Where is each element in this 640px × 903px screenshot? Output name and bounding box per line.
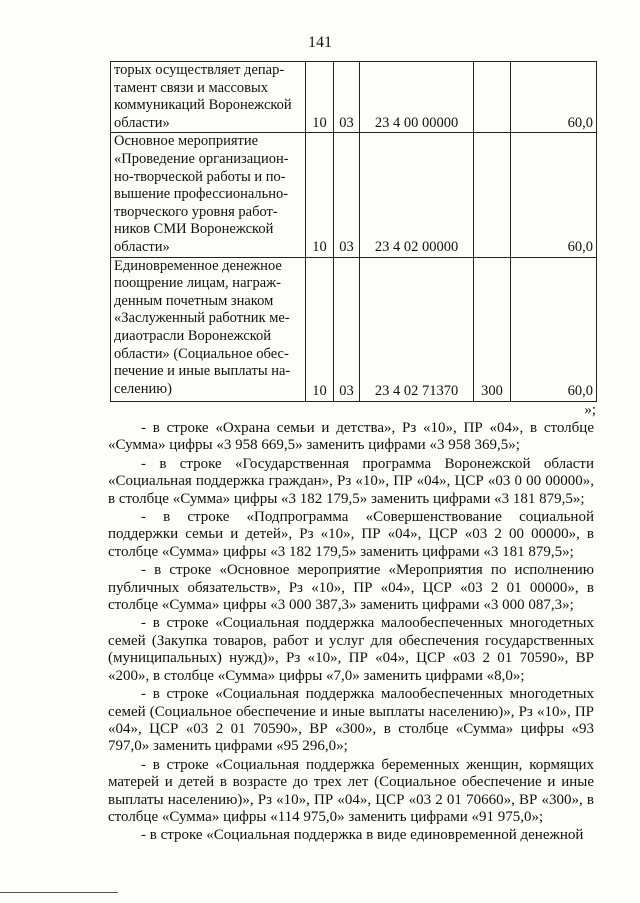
- rz-cell: 10: [306, 257, 334, 401]
- row-name-cell: [111, 62, 306, 133]
- csr-cell: 23 4 00 00000: [360, 62, 474, 133]
- paragraph: - в строке «Социальная поддержка малообеспеченных многодетных семей (Социальное обеспечение и иные выплаты населению)», Рз «10», ПР «04», ЦСР «03 2 01 70590», ВР «300», в столбце «Сумма» цифры «93 797,0» заменить цифрами «95 296,0»;: [108, 686, 594, 755]
- name-line: области»: [114, 238, 170, 255]
- vr-cell: 300: [474, 257, 511, 401]
- name-line: «Проведение организацион-: [114, 150, 289, 167]
- name-line: поощрение лицам, награж-: [114, 275, 281, 292]
- name-line: но-творческой работы и по-: [114, 168, 286, 185]
- name-line: области»: [114, 114, 170, 131]
- pr-cell: 03: [334, 62, 360, 133]
- name-line: Единовременное денежное: [114, 257, 282, 274]
- csr-cell: 23 4 02 00000: [360, 133, 474, 257]
- name-line: денным почетным знаком: [114, 292, 274, 309]
- name-line: области» (Социальное обес-: [114, 345, 289, 362]
- name-line: «Заслуженный работник ме-: [114, 310, 290, 327]
- budget-table: [110, 61, 597, 402]
- sum-cell: 60,0: [511, 257, 597, 401]
- name-line: творческого уровня работ-: [114, 203, 278, 220]
- paragraph: - в строке «Социальная поддержка в виде единовременной денежной: [141, 827, 584, 844]
- paragraph: - в строке «Охрана семьи и детства», Рз «10», ПР «04», в столбце «Сумма» цифры «3 958 669,5» заменить цифрами «3 958 369,5»;: [108, 420, 594, 454]
- footer-line: [0, 892, 118, 893]
- name-line: торых осуществляет депар-: [114, 62, 285, 78]
- name-line: вышение профессионально-: [114, 186, 289, 203]
- vr-cell: [474, 133, 511, 257]
- sum-cell: 60,0: [511, 62, 597, 133]
- table-row: [111, 62, 597, 133]
- rz-cell: 10: [306, 62, 334, 133]
- row-name-cell: [111, 257, 306, 401]
- paragraph: - в строке «Подпрограмма «Совершенствование социальной поддержки семьи и детей», Рз «10», ПР «04», ЦСР «03 2 00 00000», в столбце «Сумма» цифры «3 182 179,5» заменить цифрами «3 181 879,5»;: [108, 509, 594, 560]
- paragraph: - в строке «Основное мероприятие «Мероприятия по исполнению публичных обязательств», Рз «10», ПР «04», ЦСР «03 2 01 00000», в столбце «Сумма» цифры «3 000 387,3» заменить цифрами «3 000 087,3»;: [108, 562, 594, 614]
- csr-cell: 23 4 02 71370: [360, 257, 474, 401]
- table-row: [111, 257, 597, 401]
- pr-cell: 03: [334, 133, 360, 257]
- vr-cell: [474, 62, 511, 133]
- name-line: диаотрасли Воронежской: [114, 327, 272, 344]
- paragraph: - в строке «Государственная программа Воронежской области «Социальная поддержка граждан», Рз «10», ПР «04», ЦСР «03 0 00 00000», в столбце «Сумма» цифры «3 182 179,5» заменить цифрами «3 181 879,5»;: [108, 455, 594, 507]
- table-row: [111, 133, 597, 257]
- name-line: тамент связи и массовых: [114, 79, 269, 96]
- name-line: печение и иные выплаты на-: [114, 363, 291, 380]
- paragraph: - в строке «Социальная поддержка беременных женщин, кормящих матерей и детей в возрасте до трех лет (Социальное обеспечение и иные выплаты населению)», Рз «10», ПР «04», ЦСР «03 2 01 70660», ВР «300», в столбце «Сумма» цифры «114 975,0» заменить цифрами «91 975,0»;: [108, 756, 594, 825]
- name-line: селению): [114, 380, 172, 397]
- name-line: Основное мероприятие: [114, 133, 259, 150]
- name-line: ников СМИ Воронежской: [114, 221, 274, 238]
- row-name-cell: [111, 133, 306, 257]
- name-line: коммуникаций Воронежской: [114, 97, 292, 114]
- paragraph: - в строке «Социальная поддержка малообеспеченных многодетных семей (Закупка товаров, работ и услуг для обеспечения государственных (муниципальных) нужд)», Рз «10», ПР «04», ЦСР «03 2 01 70590», ВР «200», в столбце «Сумма» цифры «7,0» заменить цифрами «8,0»;: [108, 615, 594, 684]
- sum-cell: 60,0: [511, 133, 597, 257]
- pr-cell: 03: [334, 257, 360, 401]
- page-number: 141: [308, 34, 332, 51]
- rz-cell: 10: [306, 133, 334, 257]
- closing-quote: »;: [584, 402, 596, 418]
- amendments-text: [108, 420, 594, 846]
